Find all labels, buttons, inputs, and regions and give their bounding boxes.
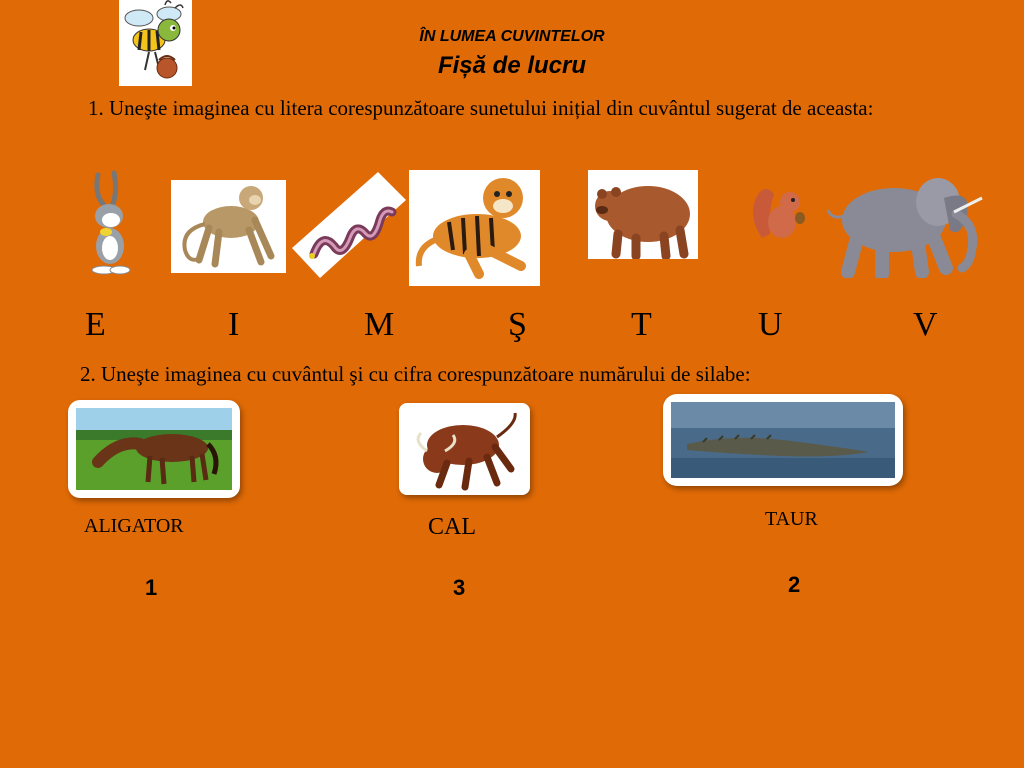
elephant-picture	[826, 168, 988, 278]
number-1: 1	[145, 575, 158, 600]
letter-m: M	[364, 306, 395, 343]
worksheet-header: ÎN LUMEA CUVINTELOR	[419, 28, 605, 45]
horse-picture	[68, 400, 240, 498]
worm-picture	[292, 172, 406, 278]
bull-picture	[399, 403, 530, 495]
letter-v: V	[913, 306, 938, 343]
squirrel-picture	[748, 178, 810, 244]
exercise-2-instruction: 2. Uneşte imaginea cu cuvântul şi cu cifra corespunzătoare numărului de silabe:	[80, 362, 751, 386]
word-cal: CAL	[428, 514, 476, 540]
word-aligator: ALIGATOR	[84, 515, 184, 537]
monkey-picture	[171, 180, 286, 273]
letter-e: E	[85, 306, 106, 343]
tiger-picture	[409, 170, 540, 286]
letter-i: I	[228, 306, 240, 343]
number-3: 3	[453, 575, 466, 600]
exercise-1-instruction: 1. Uneşte imaginea cu litera corespunzătoare sunetului inițial din cuvântul sugerat de aceasta:	[88, 96, 874, 120]
worksheet-title: Fișă de lucru	[437, 52, 587, 79]
alligator-picture	[663, 394, 903, 486]
bear-picture	[588, 170, 698, 259]
rabbit-picture	[84, 170, 146, 276]
letter-u: U	[758, 306, 783, 343]
word-taur: TAUR	[765, 508, 818, 530]
number-2: 2	[788, 572, 801, 597]
letter-s-comma: Ş	[508, 306, 527, 343]
letter-t: T	[631, 306, 652, 343]
